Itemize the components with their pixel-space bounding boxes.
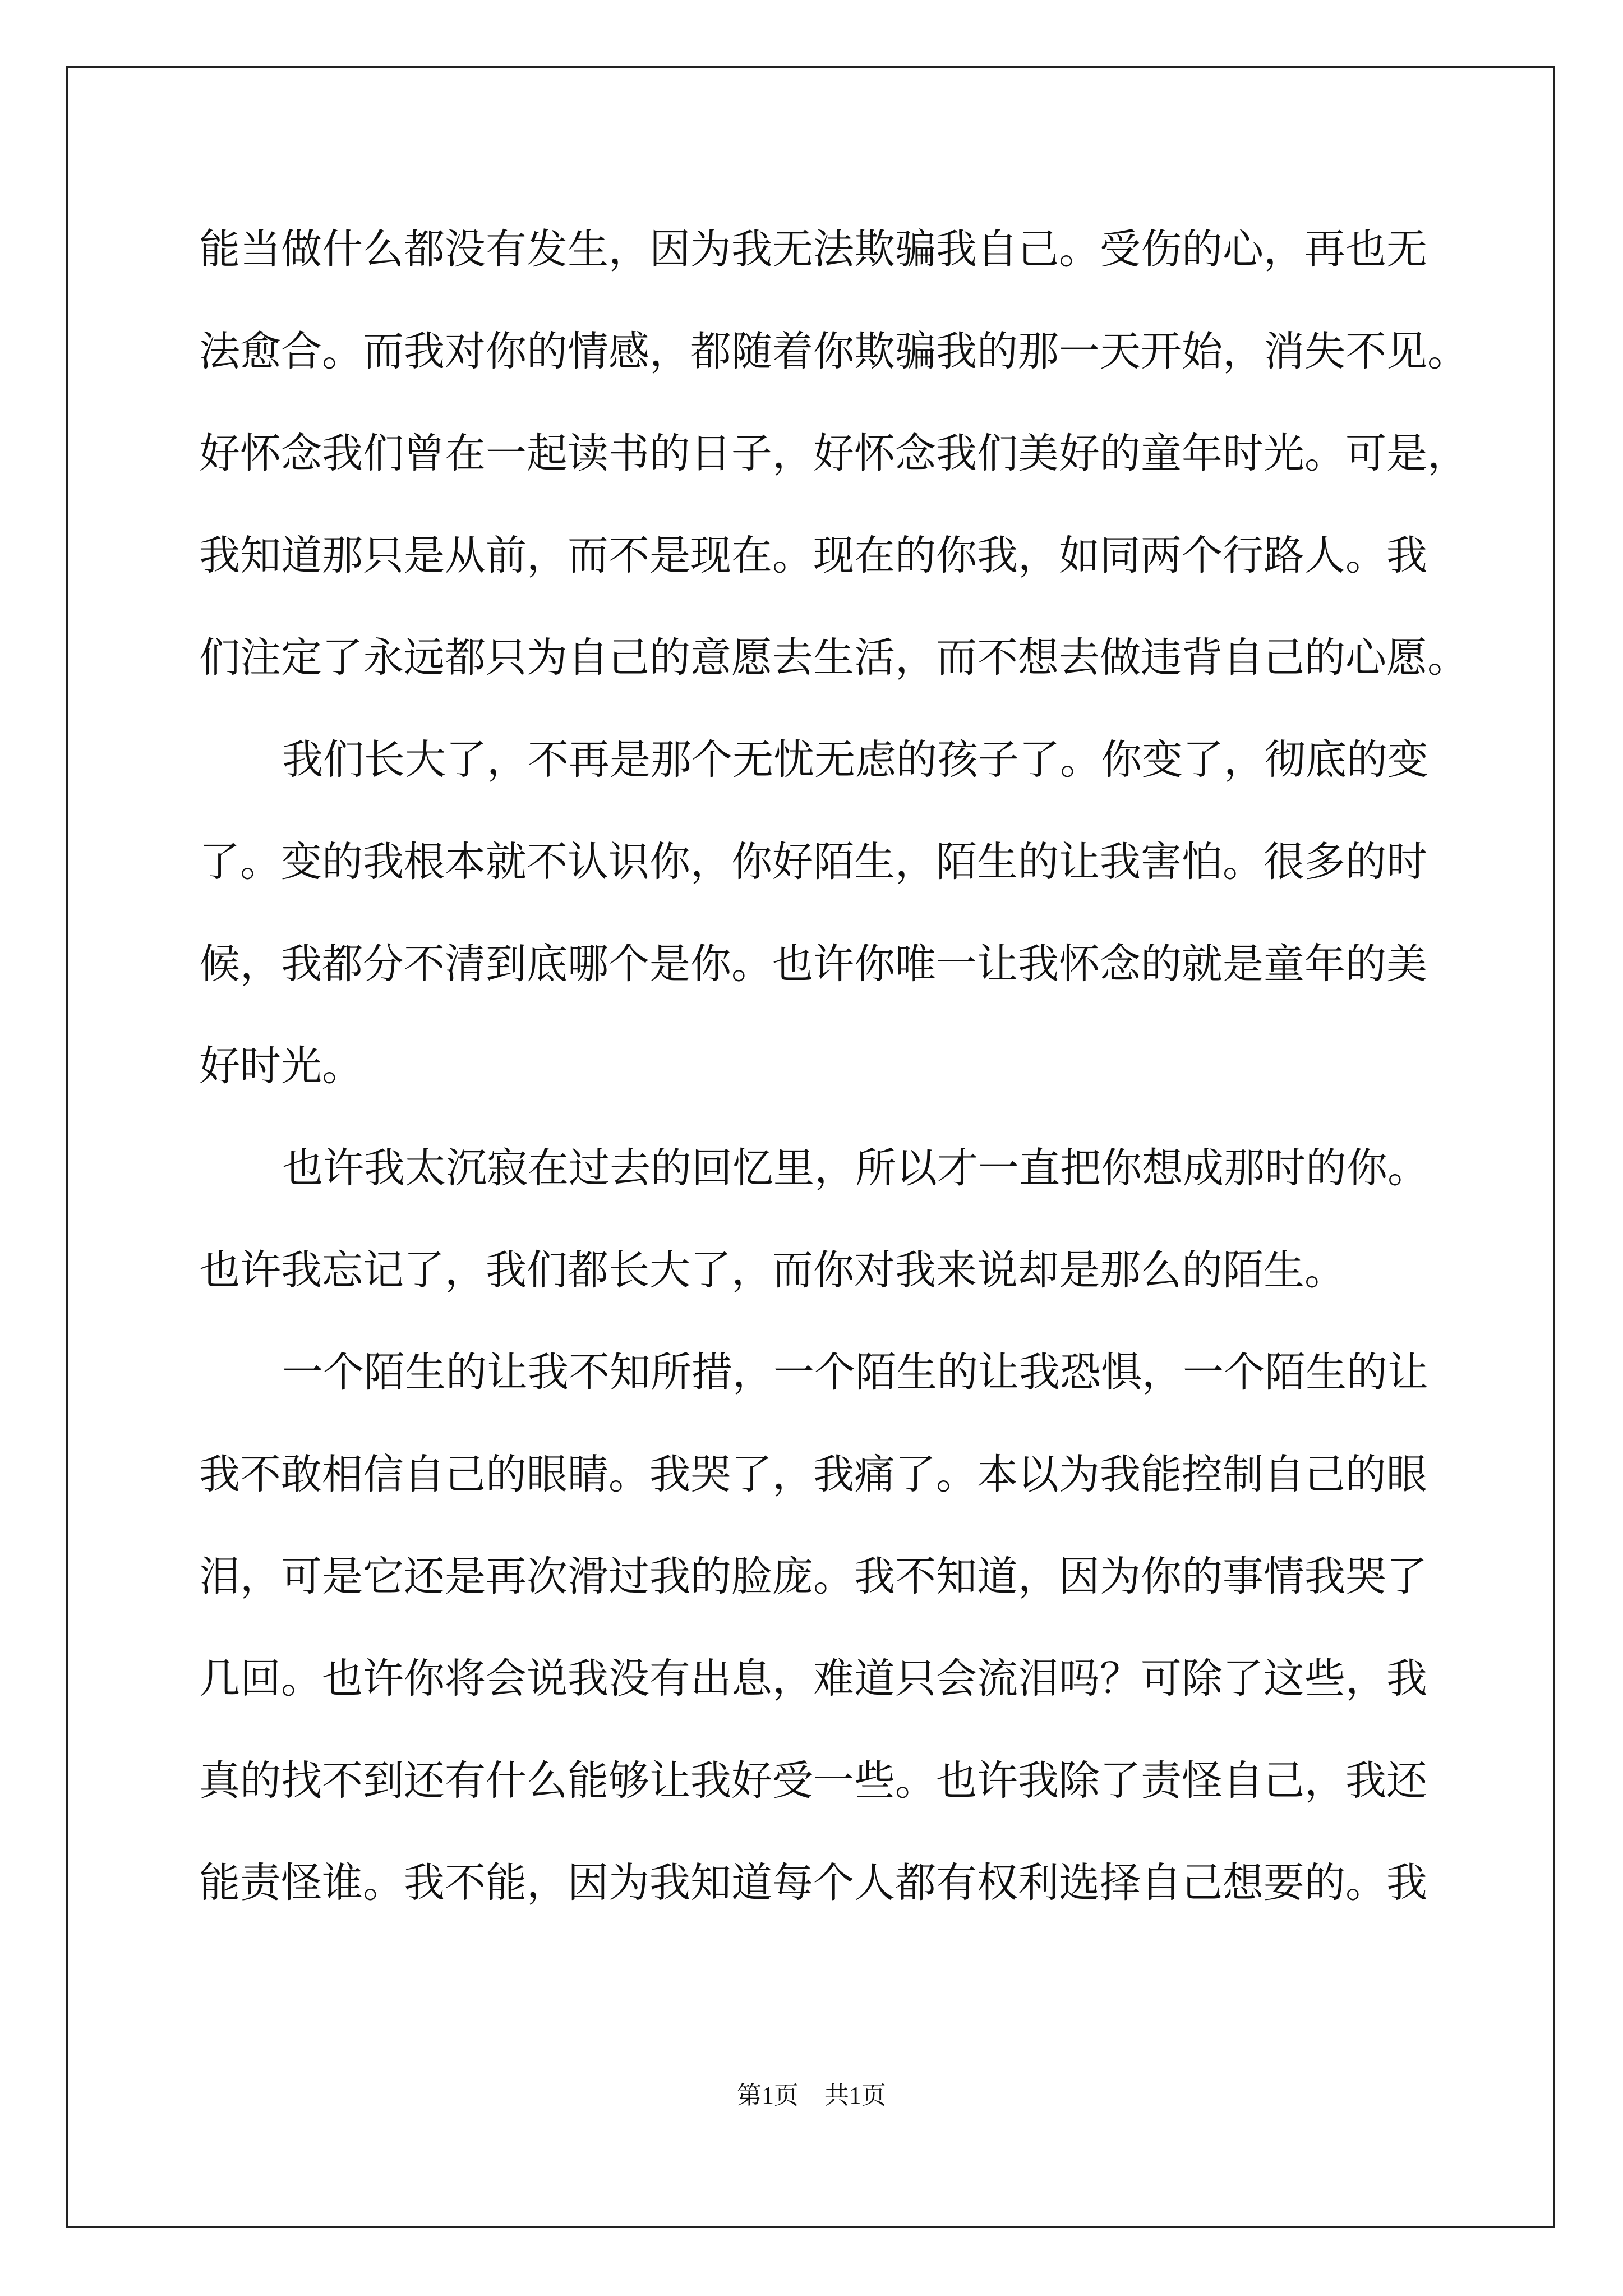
paragraph-first-line: 一个陌生的让我不知所措，一个陌生的让我恐惧，一个陌生的让: [282, 1349, 1428, 1396]
text-line: 好怀念我们曾在一起读书的日子，好怀念我们美好的童年时光。可是，: [199, 430, 1468, 477]
text-line: 几回。也许你将会说我没有出息，难道只会流泪吗？可除了这些，我: [199, 1655, 1427, 1703]
page-number: 第1页: [737, 2082, 799, 2109]
page-total: 共1页: [824, 2082, 886, 2109]
text-line: 真的找不到还有什么能够让我好受一些。也许我除了责怪自己，我还: [199, 1757, 1427, 1805]
text-line: 能当做什么都没有发生，因为我无法欺骗我自己。受伤的心，再也无: [199, 226, 1427, 273]
text-line: 泪，可是它还是再次滑过我的脸庞。我不知道，因为你的事情我哭了: [199, 1553, 1427, 1600]
text-line: 我不敢相信自己的眼睛。我哭了，我痛了。本以为我能控制自己的眼: [199, 1451, 1427, 1498]
text-line: 候，我都分不清到底哪个是你。也许你唯一让我怀念的就是童年的美: [199, 940, 1427, 988]
text-line: 能责怪谁。我不能，因为我知道每个人都有权利选择自己想要的。我: [199, 1859, 1427, 1907]
paragraph-first-line: 我们长大了，不再是那个无忧无虑的孩子了。你变了，彻底的变: [282, 736, 1428, 784]
text-line: 们注定了永远都只为自己的意愿去生活，而不想去做违背自己的心愿。: [199, 634, 1468, 682]
text-line: 法愈合。而我对你的情感，都随着你欺骗我的那一天开始，消失不见。: [199, 328, 1468, 375]
paragraph-first-line: 也许我太沉寂在过去的回忆里，所以才一直把你想成那时的你。: [282, 1144, 1428, 1192]
page-footer: [0, 2079, 1623, 2113]
text-line: 我知道那只是从前，而不是现在。现在的你我，如同两个行路人。我: [199, 532, 1427, 579]
text-line: 也许我忘记了，我们都长大了，而你对我来说却是那么的陌生。: [199, 1246, 1345, 1294]
document-body: [199, 224, 1468, 1960]
text-line: 好时光。: [199, 1042, 363, 1090]
text-line: 了。变的我根本就不认识你，你好陌生，陌生的让我害怕。很多的时: [199, 838, 1427, 886]
